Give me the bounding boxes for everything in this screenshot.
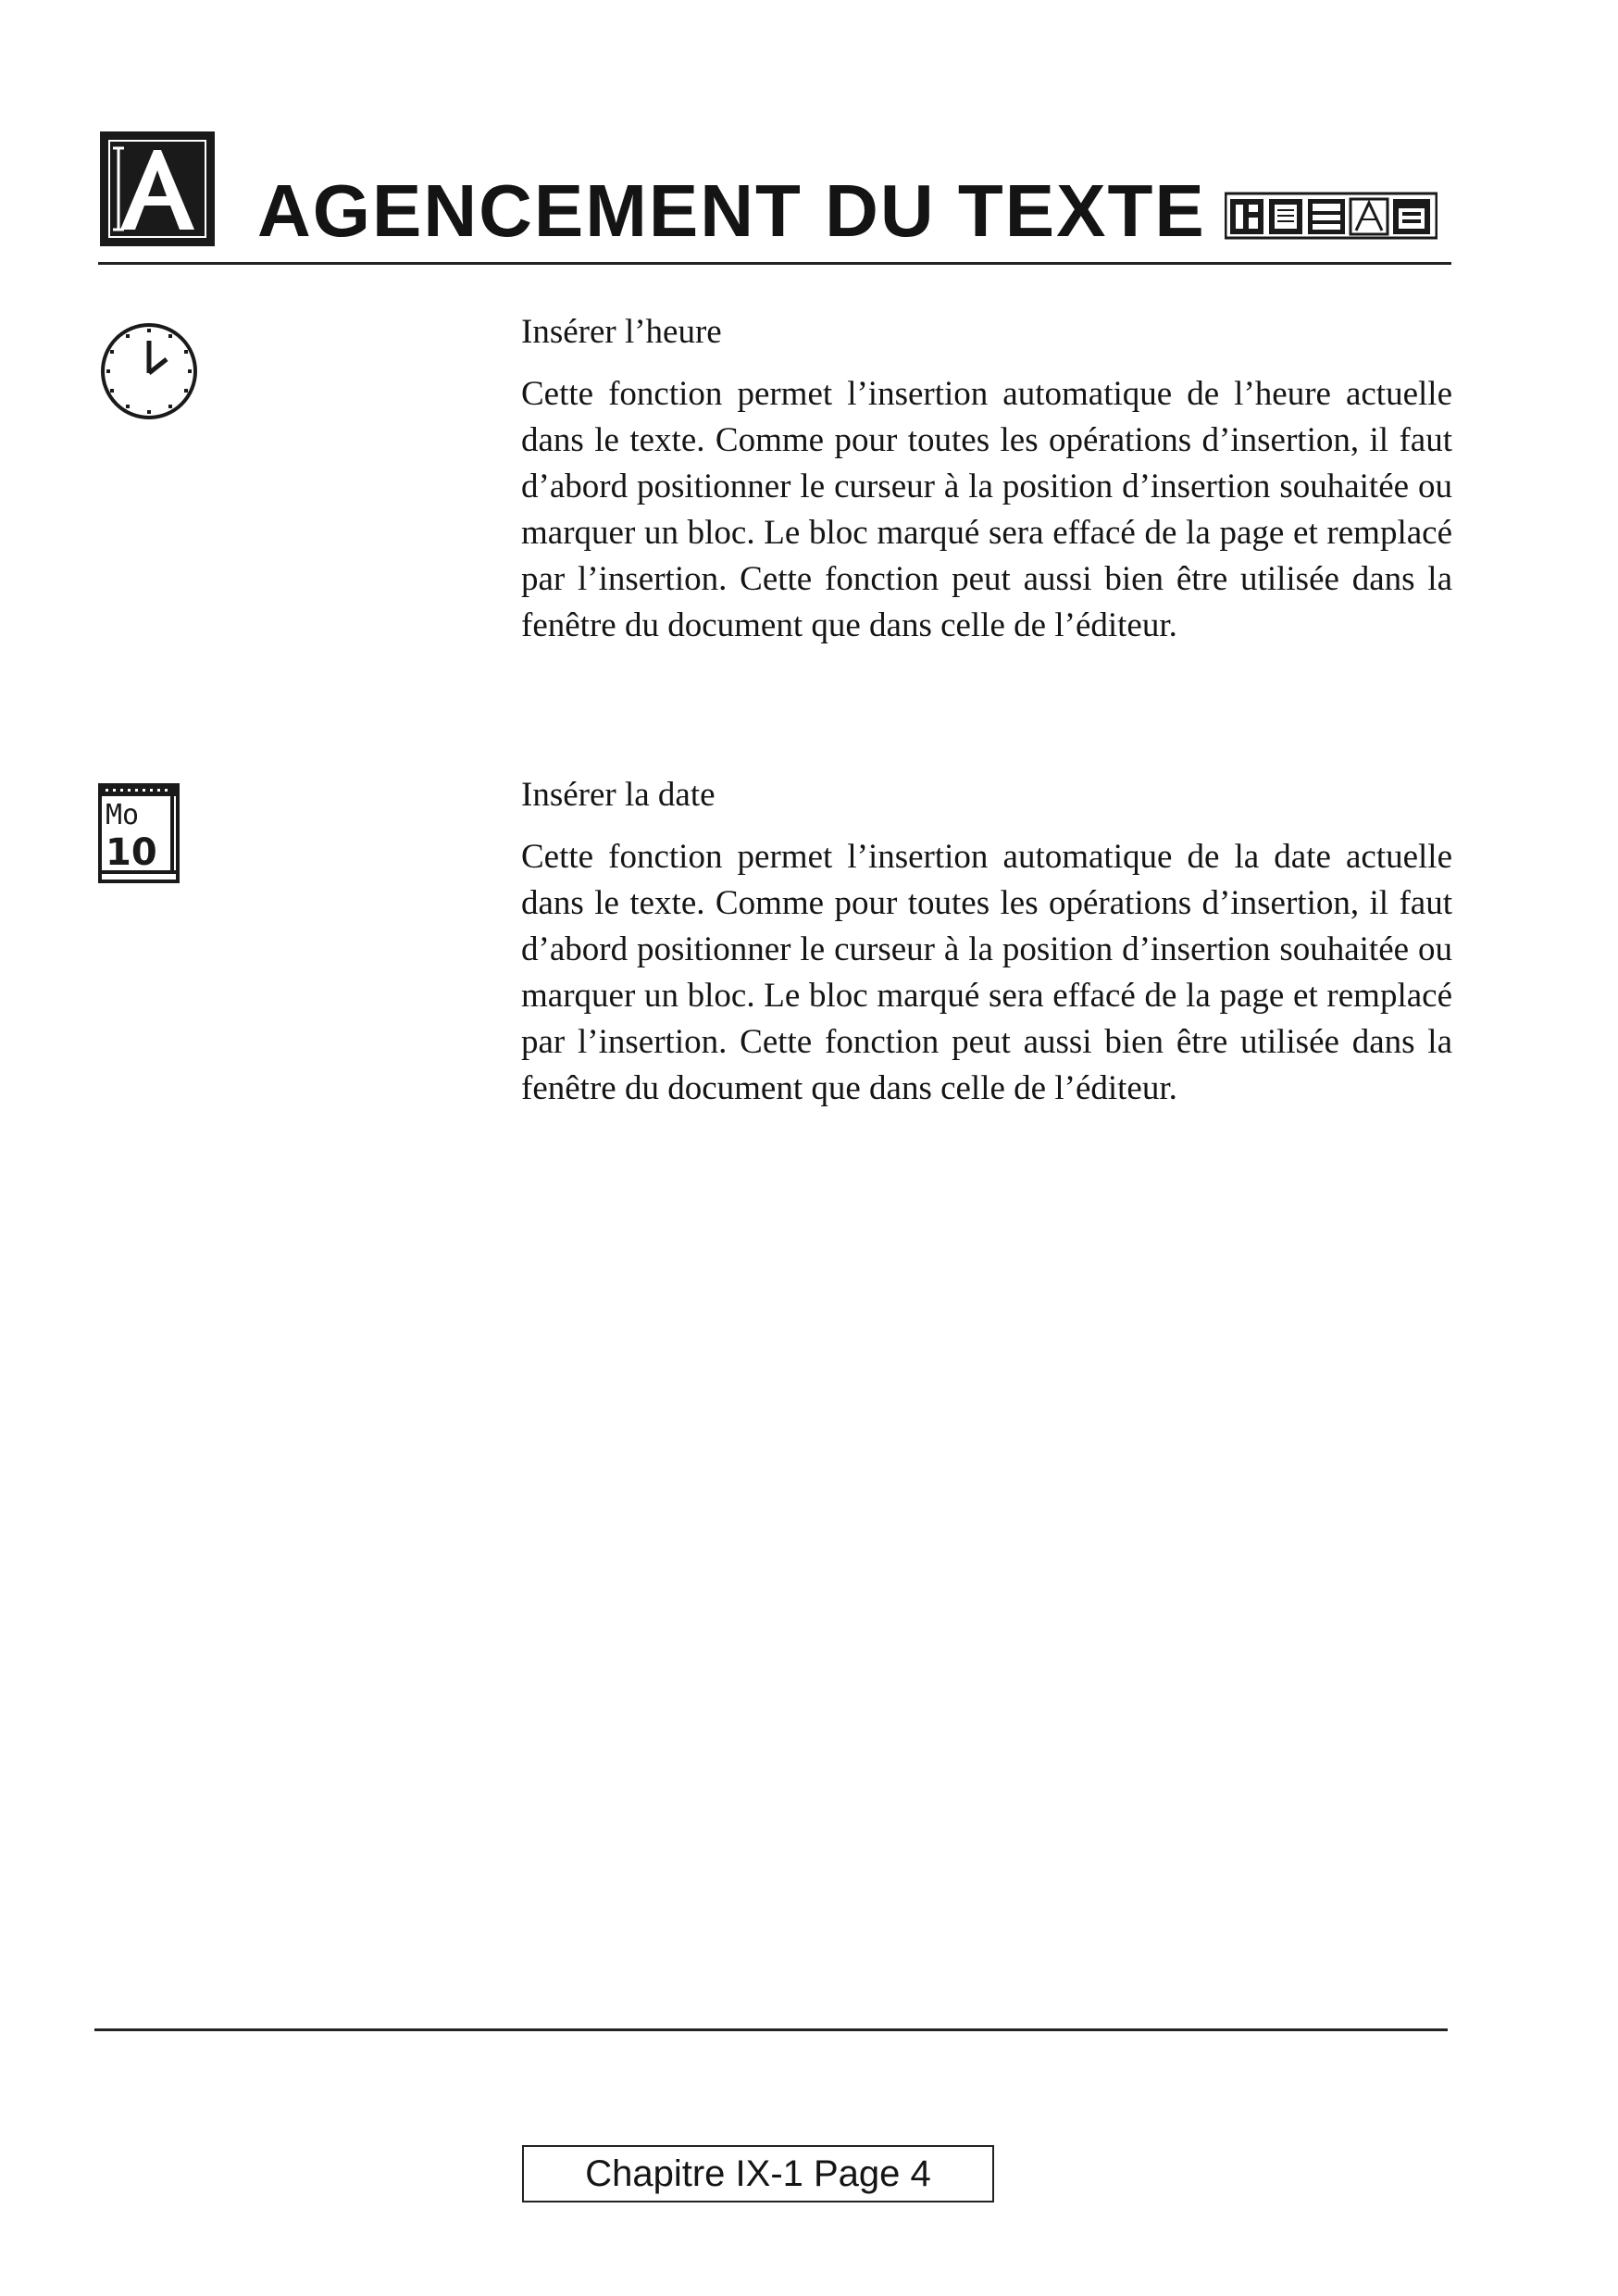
header-divider — [98, 262, 1451, 265]
calendar-icon-date: 10 — [106, 831, 157, 874]
letter-a-logo-icon — [100, 131, 215, 246]
section-body-time: Cette fonction permet l’insertion automatique de l’heure actuelle dans le texte. Comme pour toutes les opérations d’insertion, il faut d’abord positionner le curseur à la position d’insertion souhaitée ou marquer un bloc. Le bloc marqué sera effacé de la page et remplacé par l’insertion. Cette fonction peut aussi bien être utilisée dans la fenêtre du document que dans celle de l’éditeur. — [521, 375, 1452, 644]
document-icon — [1269, 199, 1302, 234]
drawing-icon — [1350, 199, 1388, 234]
calendar-icon-day: Mo — [106, 799, 140, 831]
header-toolbar-icons — [1225, 192, 1438, 240]
footer-divider — [94, 2028, 1448, 2031]
page-title: AGENCEMENT DU TEXTE — [257, 169, 1206, 252]
page-number: Chapitre IX-1 Page 4 — [522, 2145, 994, 2202]
clock-icon — [98, 320, 200, 422]
section-body-date: Cette fonction permet l’insertion automatique de la date actuelle dans le texte. Comme pour toutes les opérations d’insertion, il faut d’abord positionner le curseur à la position d’insertion souhaitée ou marquer un bloc. Le bloc marqué sera effacé de la page et remplacé par l’insertion. Cette fonction peut aussi bien être utilisée dans la fenêtre du document que dans celle de l’éditeur. — [521, 838, 1452, 1107]
section-title-date: Insérer la date — [521, 776, 716, 814]
calendar-icon — [98, 783, 180, 883]
calendar-icon — [1393, 199, 1430, 234]
section-title-time: Insérer l’heure — [521, 313, 722, 351]
form-icon — [1308, 199, 1345, 234]
text-alignment-icon — [1230, 199, 1263, 234]
